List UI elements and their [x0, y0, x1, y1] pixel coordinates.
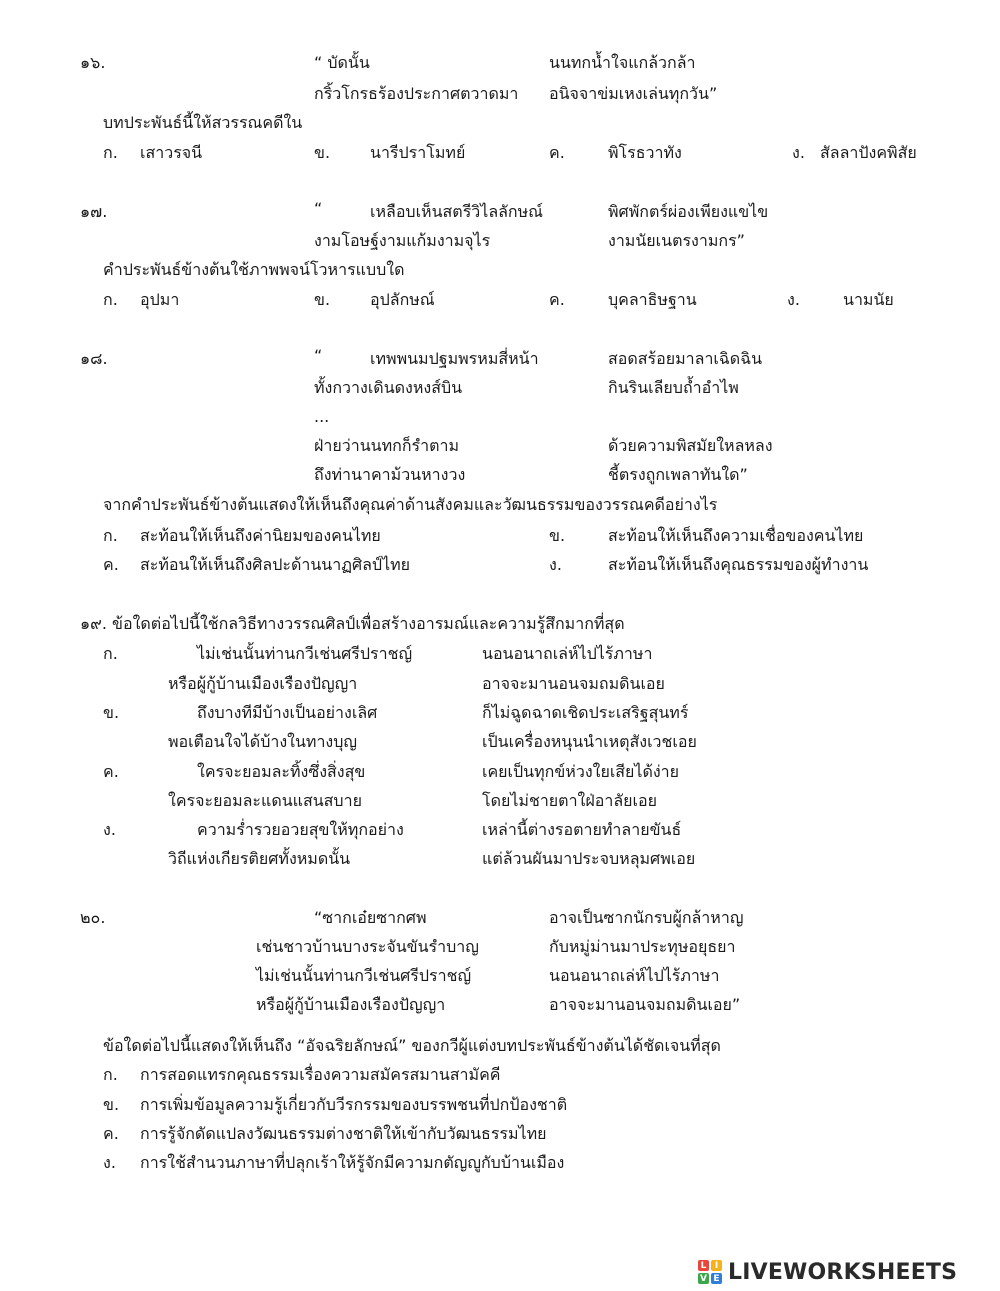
choice-verse-line[interactable]: เคยเป็นทุกข์ห่วงใยเสียได้ง่าย [482, 762, 680, 781]
question-prompt: ข้อใดต่อไปนี้แสดงให้เห็นถึง “อัจฉริยลักษณ์” ของกวีผู้แต่งบทประพันธ์ข้างต้นได้ชัดเจนที่สุด [103, 1036, 721, 1055]
choice-option[interactable]: สะท้อนให้เห็นถึงค่านิยมของคนไทย [140, 526, 381, 545]
verse-ellipsis: ... [314, 407, 330, 426]
choice-label: ง. [549, 555, 562, 574]
verse-line: สอดสร้อยมาลาเฉิดฉิน [608, 349, 763, 368]
choice-option[interactable]: อุปมา [140, 290, 180, 309]
verse-line: เทพพนมปฐมพรหมสี่หน้า [370, 349, 539, 368]
verse-line: งามนัยเนตรงามกร” [608, 231, 745, 250]
choice-label: ค. [103, 1124, 119, 1143]
verse-line: พิศพักตร์ผ่องเพียงแขไข [608, 202, 769, 221]
choice-label: ค. [549, 143, 565, 162]
choice-verse-line[interactable]: ใครจะยอมละแดนแสนสบาย [168, 791, 362, 810]
verse-line: ถึงท่านาคาม้วนหางวง [314, 465, 466, 484]
choice-verse-line[interactable]: เป็นเครื่องหนุนนำเหตุสังเวชเอย [482, 732, 697, 751]
verse-line: เช่นชาวบ้านบางระจันขันรำบาญ [256, 937, 479, 956]
choice-option[interactable]: การใช้สำนวนภาษาที่ปลุกเร้าให้รู้จักมีความกตัญญูกับบ้านเมือง [140, 1153, 565, 1172]
choice-option[interactable]: บุคลาธิษฐาน [608, 290, 697, 309]
choice-verse-line[interactable]: ใครจะยอมละทิ้งซึ่งสิ่งสุข [197, 762, 366, 781]
logo-block: E [711, 1273, 722, 1284]
choice-label: ง. [103, 1153, 116, 1172]
choice-label: ก. [103, 290, 118, 309]
verse-line: กินรินเลียบถ้ำอำไพ [608, 378, 739, 397]
verse-line: เหลือบเห็นสตรีวิไลลักษณ์ [370, 202, 544, 221]
choice-label: ง. [103, 820, 116, 839]
question-number: ๑๖. [80, 53, 106, 72]
verse-line: นอนอนาถเล่ห์ไปไร้ภาษา [549, 966, 720, 985]
choice-option[interactable]: สะท้อนให้เห็นถึงศิลปะด้านนาฏศิลป์ไทย [140, 555, 411, 574]
question-number: ๑๘. [80, 349, 108, 368]
verse-line: ด้วยความพิสมัยใหลหลง [608, 436, 773, 455]
verse-line: หรือผู้กู้บ้านเมืองเรืองปัญญา [256, 995, 446, 1014]
logo-block: L [698, 1260, 709, 1271]
choice-option[interactable]: พิโรธวาทัง [608, 143, 682, 162]
verse-line: “ บัดนั้น [314, 53, 370, 72]
question-prompt: ๑๙. ข้อใดต่อไปนี้ใช้กลวิธีทางวรรณศิลป์เพื่อสร้างอารมณ์และความรู้สึกมากที่สุด [80, 614, 625, 633]
choice-label: ก. [103, 526, 118, 545]
choice-verse-line[interactable]: อาจจะมานอนจมถมดินเอย [482, 674, 665, 693]
choice-option[interactable]: เสาวรจนี [140, 143, 203, 162]
verse-line: นนทกน้ำใจแกล้วกล้า [549, 53, 696, 72]
choice-label: ก. [103, 1065, 118, 1084]
choice-verse-line[interactable]: หรือผู้กู้บ้านเมืองเรืองปัญญา [168, 674, 358, 693]
choice-verse-line[interactable]: แต่ล้วนผันมาประจบหลุมศพเอย [482, 849, 696, 868]
question-prompt: คำประพันธ์ข้างต้นใช้ภาพพจน์โวหารแบบใด [103, 260, 405, 279]
choice-verse-line[interactable]: โดยไม่ชายตาใฝ่อาลัยเอย [482, 791, 657, 810]
verse-line: ทั้งกวางเดินดงหงส์บิน [314, 378, 463, 397]
liveworksheets-logo[interactable] [698, 1258, 957, 1286]
verse-line: กริ้วโกรธร้องประกาศตวาดมา [314, 84, 519, 103]
choice-option[interactable]: นามนัย [843, 290, 894, 309]
logo-text: LIVEWORKSHEETS [728, 1259, 958, 1285]
choice-verse-line[interactable]: ไม่เช่นนั้นท่านกวีเช่นศรีปราชญ์ [197, 644, 413, 663]
verse-line: กับหมู่ม่านมาประทุษอยุธยา [549, 937, 736, 956]
choice-verse-line[interactable]: นอนอนาถเล่ห์ไปไร้ภาษา [482, 644, 653, 663]
verse-line: อาจจะมานอนจมถมดินเอย” [549, 995, 741, 1014]
choice-label: ง. [787, 290, 800, 309]
choice-option[interactable]: การรู้จักดัดแปลงวัฒนธรรมต่างชาติให้เข้ากับวัฒนธรรมไทย [140, 1124, 547, 1143]
choice-label: ค. [103, 555, 119, 574]
choice-option[interactable]: สัลลาปังคพิสัย [820, 143, 917, 162]
choice-verse-line[interactable]: ความร่ำรวยอวยสุขให้ทุกอย่าง [197, 820, 404, 839]
verse-line: อาจเป็นซากนักรบผู้กล้าหาญ [549, 908, 744, 927]
verse-line: “ซากเอ๋ยซากศพ [314, 908, 427, 927]
choice-label: ง. [792, 143, 805, 162]
choice-label: ค. [103, 762, 119, 781]
verse-line: ฝ่ายว่านนทกก็รำตาม [314, 436, 459, 455]
choice-verse-line[interactable]: ก็ไม่ฉูดฉาดเชิดประเสริฐสุนทร์ [482, 703, 689, 722]
choice-label: ข. [103, 703, 120, 722]
choice-option[interactable]: การสอดแทรกคุณธรรมเรื่องความสมัครสมานสามัคคี [140, 1065, 501, 1084]
choice-option[interactable]: การเพิ่มข้อมูลความรู้เกี่ยวกับวีรกรรมของบรรพชนที่ปกป้องชาติ [140, 1095, 568, 1114]
choice-label: ก. [103, 644, 118, 663]
choice-option[interactable]: สะท้อนให้เห็นถึงความเชื่อของคนไทย [608, 526, 864, 545]
choice-label: ก. [103, 143, 118, 162]
choice-label: ข. [314, 143, 331, 162]
choice-option[interactable]: สะท้อนให้เห็นถึงคุณธรรมของผู้ทำงาน [608, 555, 869, 574]
question-prompt: จากคำประพันธ์ข้างต้นแสดงให้เห็นถึงคุณค่าด้านสังคมและวัฒนธรรมของวรรณคดีอย่างไร [103, 495, 718, 514]
choice-label: ข. [103, 1095, 120, 1114]
choice-verse-line[interactable]: เหล่านี้ต่างรอตายทำลายขันธ์ [482, 820, 682, 839]
logo-block: I [711, 1260, 722, 1271]
verse-line: ไม่เช่นนั้นท่านกวีเช่นศรีปราชญ์ [256, 966, 472, 985]
choice-option[interactable]: นารีปราโมทย์ [370, 143, 466, 162]
choice-verse-line[interactable]: ถึงบางทีมีบ้างเป็นอย่างเลิศ [197, 703, 378, 722]
open-quote: “ [314, 346, 323, 365]
logo-block: V [698, 1273, 709, 1284]
choice-label: ข. [549, 526, 566, 545]
choice-label: ค. [549, 290, 565, 309]
question-number: ๒๐. [80, 908, 106, 927]
open-quote: “ [314, 199, 323, 218]
logo-mark-icon [698, 1260, 722, 1284]
verse-line: อนิจจาข่มเหงเล่นทุกวัน” [549, 84, 718, 103]
choice-verse-line[interactable]: พอเตือนใจได้บ้างในทางบุญ [168, 732, 358, 751]
verse-line: ชี้ตรงถูกเพลาทันใด” [608, 465, 748, 484]
choice-label: ข. [314, 290, 331, 309]
verse-line: งามโอษฐ์งามแก้มงามจุไร [314, 231, 491, 250]
question-prompt: บทประพันธ์นี้ให้สวรรณคดีใน [103, 113, 303, 132]
choice-verse-line[interactable]: วิถีแห่งเกียรติยศทั้งหมดนั้น [168, 849, 351, 868]
question-number: ๑๗. [80, 202, 108, 221]
choice-option[interactable]: อุปลักษณ์ [370, 290, 435, 309]
